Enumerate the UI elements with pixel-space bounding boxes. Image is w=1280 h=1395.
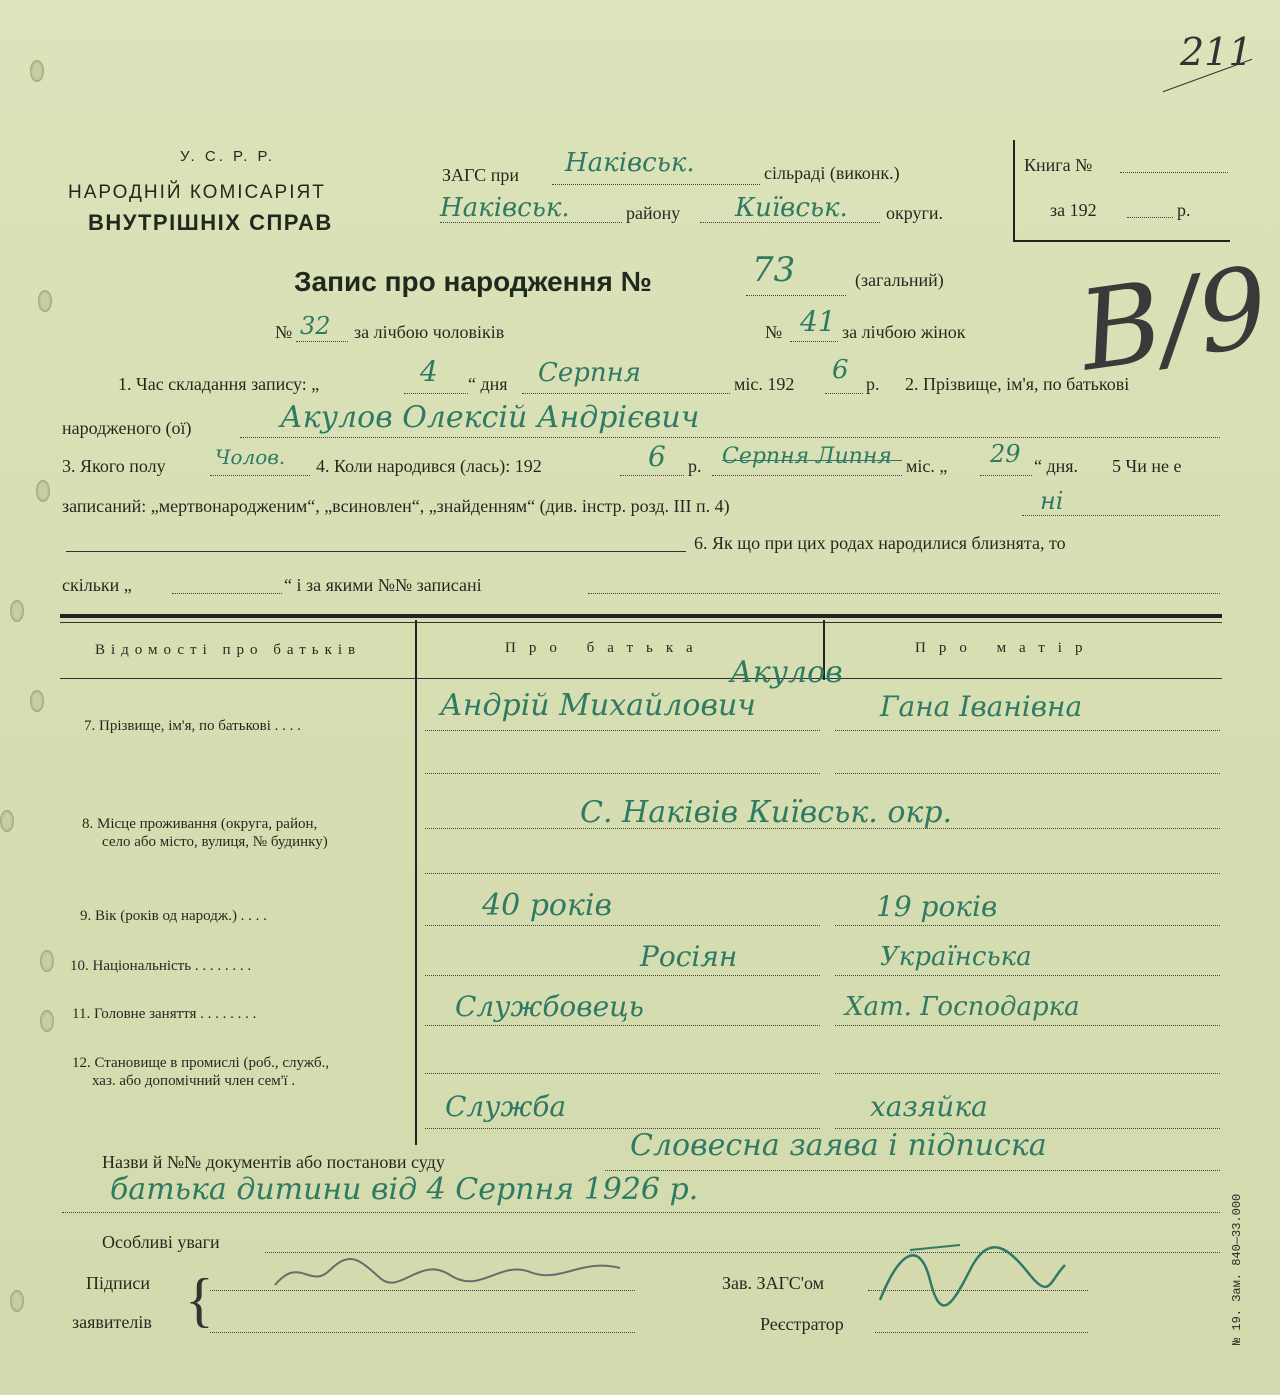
field1-label: 1. Час складання запису: „ (118, 374, 320, 394)
zags-head-signature (870, 1230, 1070, 1320)
documents-hw1: Словесна заява і підписка (630, 1128, 1047, 1163)
field5-label: 5 Чи не е (1112, 456, 1182, 476)
women-label: за лічбою жінок (842, 322, 966, 342)
book-year-prefix: за 192 (1050, 200, 1097, 220)
fill-line (522, 393, 730, 394)
fill-line (425, 925, 820, 926)
punch-hole (40, 1010, 54, 1032)
fill-line (425, 773, 820, 774)
fill-line (1022, 515, 1220, 516)
book-label: Книга № (1024, 155, 1093, 175)
row8-residence: С. Наківів Київськ. окр. (580, 795, 953, 830)
fill-line (425, 873, 1220, 874)
row11-father: Службовець (455, 990, 644, 1023)
field4-month-suffix: міс. „ (906, 456, 948, 476)
men-label: за лічбою чоловіків (354, 322, 505, 342)
ussr-header: У. С. Р. Р. (180, 148, 275, 165)
registrar-label: Реєстратор (760, 1314, 844, 1334)
fill-line (980, 475, 1032, 476)
field4-day-suffix: “ дня. (1034, 456, 1079, 476)
fill-line (210, 475, 310, 476)
record-number: 73 (752, 250, 796, 290)
brace: { (185, 1267, 214, 1333)
child-name: Акулов Олексій Андрієвич (280, 400, 700, 435)
fill-line (296, 341, 348, 342)
table-col-divider (415, 620, 417, 1145)
row10-father: Росіян (640, 940, 738, 973)
fill-line (790, 341, 838, 342)
fill-line (425, 975, 820, 976)
record-title-suffix: (загальний) (855, 270, 944, 290)
field3-label: 3. Якого полу (62, 456, 166, 476)
margin-mark: В/9 (1072, 242, 1276, 396)
fill-line (552, 184, 760, 185)
field6-label2a: скільки „ (62, 575, 132, 595)
women-no-prefix: № (765, 322, 783, 342)
fill-line (425, 1073, 820, 1074)
fill-line (1127, 217, 1173, 218)
men-no: 32 (300, 312, 331, 340)
corner-mark: 211 (1180, 30, 1253, 74)
fill-line (835, 730, 1220, 731)
row12-label2: хаз. або допомічний член сем'ї . (92, 1073, 296, 1089)
applicant-signature (270, 1250, 630, 1300)
fill-line (240, 437, 1220, 438)
table-top-rule (60, 614, 1222, 618)
fill-line (605, 1170, 1220, 1171)
zags-okrug: Київськ. (735, 193, 848, 223)
row9-father: 40 років (482, 888, 612, 923)
field2-label: 2. Прізвище, ім'я, по батькові (905, 374, 1130, 394)
row12-label: 12. Становище в промислі (роб., служб., (72, 1055, 330, 1071)
row7-father: Андрій Михайлович (440, 688, 756, 723)
strike-through (722, 460, 902, 461)
women-no: 41 (800, 305, 836, 338)
signatures-label1: Підписи (86, 1273, 151, 1293)
punch-hole (36, 480, 50, 502)
fill-line (440, 222, 622, 223)
punch-hole (30, 60, 44, 82)
col-header-father: Про батька (505, 640, 706, 656)
fill-line (875, 1332, 1088, 1333)
field5-label2: записаний: „мертвонародженим“, „всиновлен“, „знайденням“ (див. інстр. розд. III п. 4) (62, 496, 730, 516)
field4-label: 4. Коли народився (лась): 192 (316, 456, 542, 476)
zags-head-label: Зав. ЗАГС'ом (722, 1273, 824, 1293)
field4-year: 6 (648, 440, 666, 473)
fill-line (835, 925, 1220, 926)
ministry-line2: ВНУТРІШНІХ СПРАВ (88, 210, 333, 235)
field6-label2b: “ і за якими №№ записані (284, 575, 482, 595)
field4-year-suffix: р. (688, 456, 702, 476)
row7-father-surname: Акулов (730, 655, 843, 690)
table-top-rule2 (60, 622, 1222, 623)
fill-line (700, 222, 880, 223)
col-header-mother: Про матір (915, 640, 1096, 656)
fill-line (746, 295, 846, 296)
field1-day-suffix: “ дня (468, 374, 508, 394)
row9-mother: 19 років (876, 890, 998, 923)
row12-father: Служба (445, 1090, 567, 1123)
punch-hole (10, 600, 24, 622)
fill-line (425, 828, 1220, 829)
row10-mother: Українська (880, 942, 1032, 972)
punch-hole (0, 810, 14, 832)
field1-year-suffix: р. (866, 374, 880, 394)
field1-year-prefix: міс. 192 (734, 374, 795, 394)
fill-line (404, 393, 468, 394)
row8-label: 8. Місце проживання (округа, район, (82, 816, 318, 832)
field4-month: Серпня Липня (722, 444, 892, 469)
fill-line (62, 1212, 1220, 1213)
fill-line (712, 475, 902, 476)
fill-line (835, 1025, 1220, 1026)
table-header-rule (60, 678, 1222, 679)
book-year-suffix: р. (1177, 200, 1191, 220)
fill-line (425, 1025, 820, 1026)
notes-label: Особливі уваги (102, 1232, 220, 1252)
row7-label: 7. Прізвище, ім'я, по батькові . . . . (84, 718, 301, 734)
field3-sex: Чолов. (215, 445, 286, 469)
row8-label2: село або місто, вулиця, № будинку) (102, 834, 328, 850)
fill-line (425, 730, 820, 731)
field5-answer: ні (1040, 487, 1064, 515)
field6-label: 6. Як що при цих родах народилися близнята, то (694, 533, 1066, 553)
zags-village-suffix: сільраді (виконк.) (764, 163, 900, 183)
zags-district-suffix: району (626, 203, 681, 223)
fill-line (825, 393, 863, 394)
men-no-prefix: № (275, 322, 293, 342)
row9-label: 9. Вік (років од народж.) . . . . (80, 908, 267, 924)
zags-prefix: ЗАГС при (442, 165, 519, 185)
field4-day: 29 (990, 440, 1021, 468)
signatures-label2: заявителів (72, 1312, 152, 1332)
documents-label: Назви й №№ документів або постанови суду (102, 1152, 445, 1172)
ministry-line1: НАРОДНІЙ КОМІСАРІЯТ (68, 182, 326, 203)
fill-line (210, 1332, 635, 1333)
zags-district: Наківськ. (440, 193, 570, 223)
col-header-info: Відомості про батьків (95, 642, 362, 658)
field1-day: 4 (420, 355, 438, 388)
fill-line (1120, 172, 1228, 173)
punch-hole (38, 290, 52, 312)
fill-line (620, 475, 684, 476)
zags-village-council: Наківськ. (565, 148, 695, 178)
field1-month: Серпня (538, 358, 642, 388)
printer-mark: № 19. Зам. 840—33.000 (1230, 1193, 1244, 1345)
record-title: Запис про народження № (294, 266, 652, 297)
punch-hole (30, 690, 44, 712)
fill-line (588, 593, 1220, 594)
fill-line (835, 773, 1220, 774)
row11-label: 11. Головне заняття . . . . . . . . (72, 1006, 257, 1022)
row10-label: 10. Національність . . . . . . . . (70, 958, 252, 974)
punch-hole (40, 950, 54, 972)
row7-mother: Гана Іванівна (880, 690, 1083, 723)
fill-line (835, 1073, 1220, 1074)
field1-year: 6 (832, 355, 849, 385)
zags-okrug-suffix: округи. (886, 203, 944, 223)
documents-hw2: батька дитини від 4 Серпня 1926 р. (110, 1172, 699, 1207)
row11-mother: Хат. Господарка (845, 992, 1080, 1022)
fill-line (835, 975, 1220, 976)
row12-mother: хазяйка (870, 1090, 988, 1123)
fill-line (172, 593, 282, 594)
field2-label2: народженого (ої) (62, 418, 192, 438)
fill-line (66, 551, 686, 552)
punch-hole (10, 1290, 24, 1312)
